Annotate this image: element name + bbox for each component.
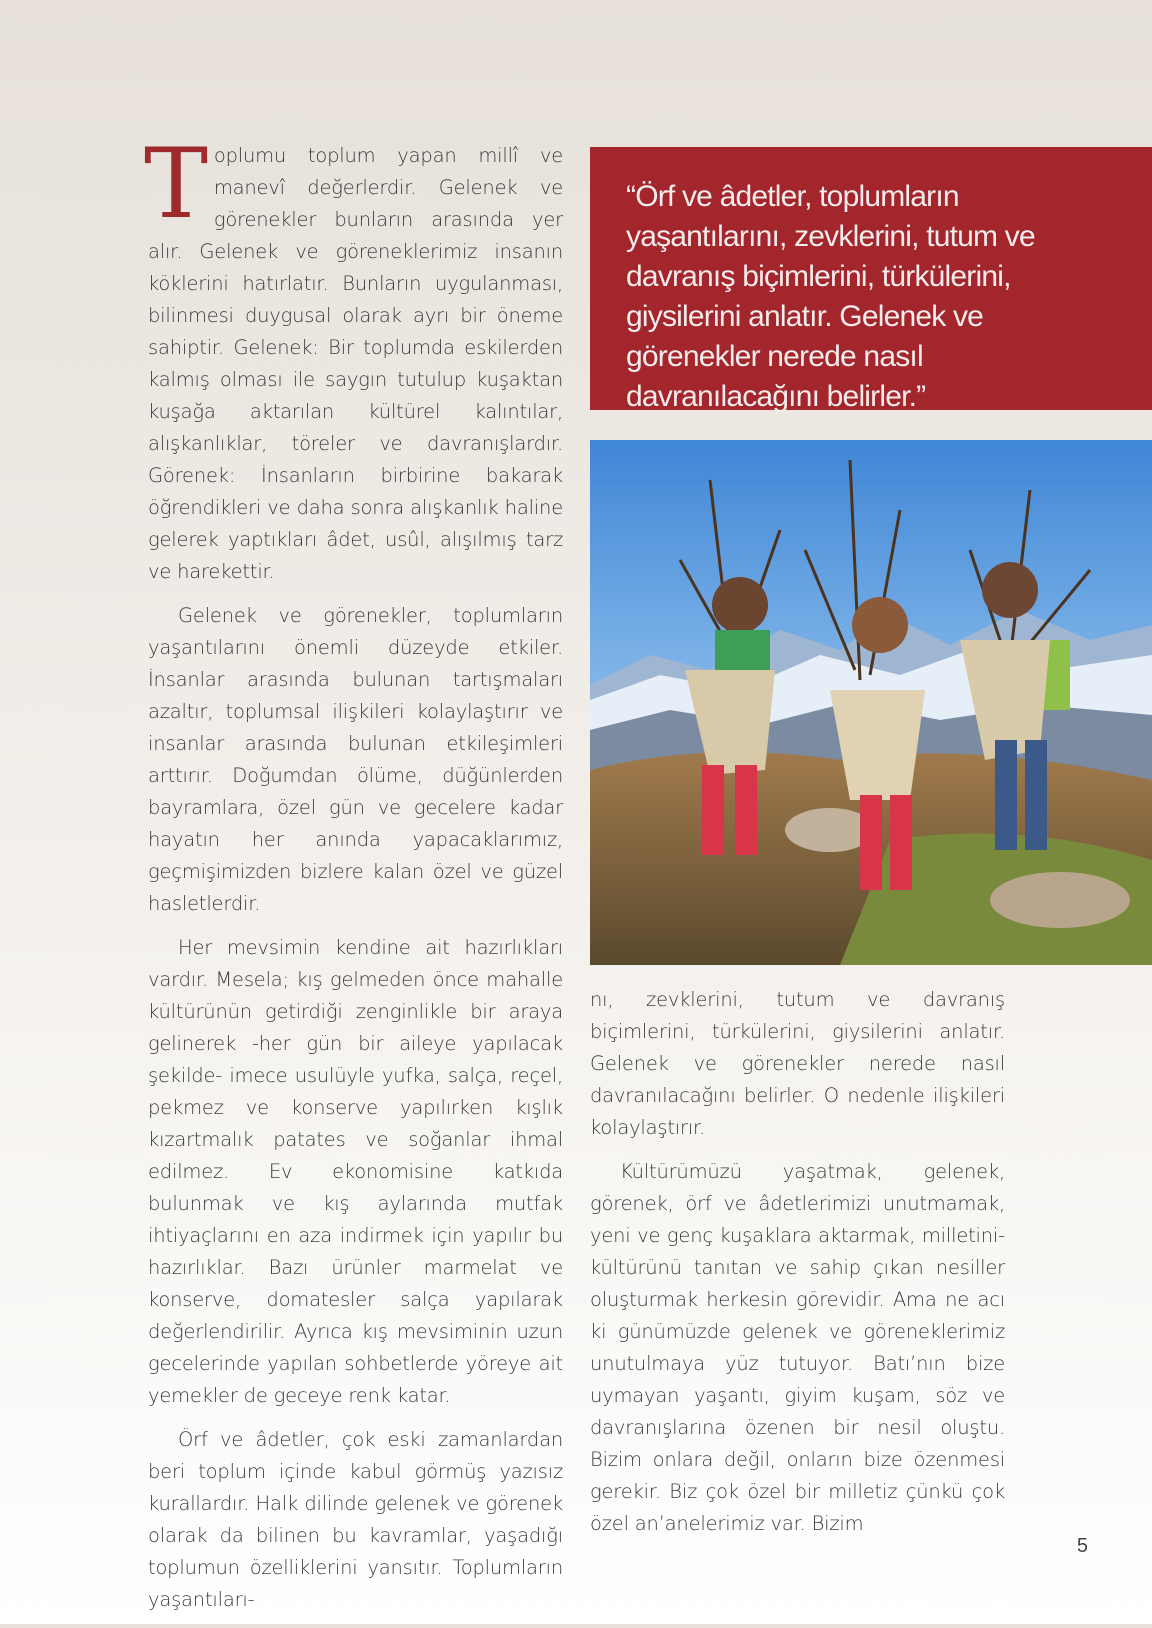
photo-illustration [590,440,1152,965]
pull-quote-text: “Örf ve âdetler, toplumların yaşantılarını, zevklerini, tutum ve davranış biçimlerini, türkülerini, giysilerini anlatır. Gelenek ve görenekler nerede nasıl davranılacağını belirler.” [626,180,1035,413]
right-text-column [590,984,1005,1552]
body-paragraph: Her mevsimin kendine ait hazırlıkları vardır. Mesela; kış gelmeden önce mahalle kültürünün getirdiği zenginlikle bir araya gelinerek -her gün bir aileye yapılacak şekilde- imece usulüyle yufka, salça, reçel, pekmez ve konserve yapılırken kışlık kızartmalık patates ve soğanlar ihmal edilmez. Ev ekonomisine katkıda bulunmak ve kış aylarında mutfak ihtiyaçlarını en aza indirmek için yapılır bu hazırlıklar. Bazı ürünler marmelat ve konserve, domatesler salça yapılarak değerlendirilir. Ayrıca kış mevsiminin uzun gecelerinde yapılan sohbetlerde yöreye ait yemekler de geceye renk katar. [148,936,563,1407]
body-paragraph: Örf ve âdetler, çok eski zamanlardan beri toplum içinde kabul görmüş yazısız kurallardır. Halk dilinde gelenek ve görenek olarak da bilinen bu kavramlar, yaşadığı toplumun özelliklerini yansıtır. Toplumların yaşantıları- [148,1428,563,1611]
body-paragraph: Kültürümüzü yaşatmak, gelenek, görenek, örf ve âdetlerimizi unutmamak, yeni ve genç kuşaklara aktarmak, milletini-kültürünü tanıtan ve sahip çıkan nesiller oluşturmak herkesin görevidir. Ama ne acı ki günümüzde gelenek ve göreneklerimiz unutulmaya yüz tutuyor. Batı’nın bize uymayan yaşantı, giyim kuşam, söz ve davranışlarına özenen bir nesil oluştu. Bizim onlara değil, onların bize özenmesi gerekir. Biz çok özel bir milletiz çünkü çok özel an’anelerimiz var. Bizim [590,1160,1005,1535]
body-paragraph: Gelenek ve görenekler, toplumların yaşantılarını önemli düzeyde etkiler. İnsanlar arasında bulunan tartışmaları azaltır, toplumsal ilişkileri kolaylaştırır ve insanlar arasında bulunan etkileşimleri arttırır. Doğumdan ölüme, düğünlerden bayramlara, özel gün ve gecelere kadar hayatın her anında yapacaklarımız, geçmişimizden bizlere kalan özel ve güzel hasletlerdir. [148,604,563,915]
intro-paragraph [144,128,563,588]
intro-paragraph-text: oplumu toplum yapan millî ve manevî değerlerdir. Gelenek ve görenekler bunların arasında yer alır. Gelenek ve göreneklerimiz insanın köklerini hatırlatır. Bunların uygulanması, bilinmesi duygusal olarak ayrı bir öneme sahiptir. Gelenek: Bir toplumda eskilerden kalmış olması ile saygın tutulup kuşaktan kuşağa aktarılan kültürel kalıntılar, alışkanlıklar, töreler ve davranışlardır. Görenek: İnsanların birbirine bakarak öğrendikleri ve daha sonra alışkanlık haline gelerek yaptıkları âdet, usûl, alışılmış tarz ve harekettir. [148,144,563,583]
body-paragraph: nı, zevklerini, tutum ve davranış biçimlerini, türkülerini, giysilerini anlatır. Gelenek ve görenekler nerede nasıl davranılacağını belirler. O nedenle ilişkileri kolaylaştırır. [590,988,1005,1139]
pull-quote-box [590,147,1152,413]
children-carrying-firewood-photo [590,440,1152,965]
page-number: 5 [1076,1535,1088,1557]
dropcap-letter: T [144,128,208,240]
left-text-column [144,128,563,1628]
